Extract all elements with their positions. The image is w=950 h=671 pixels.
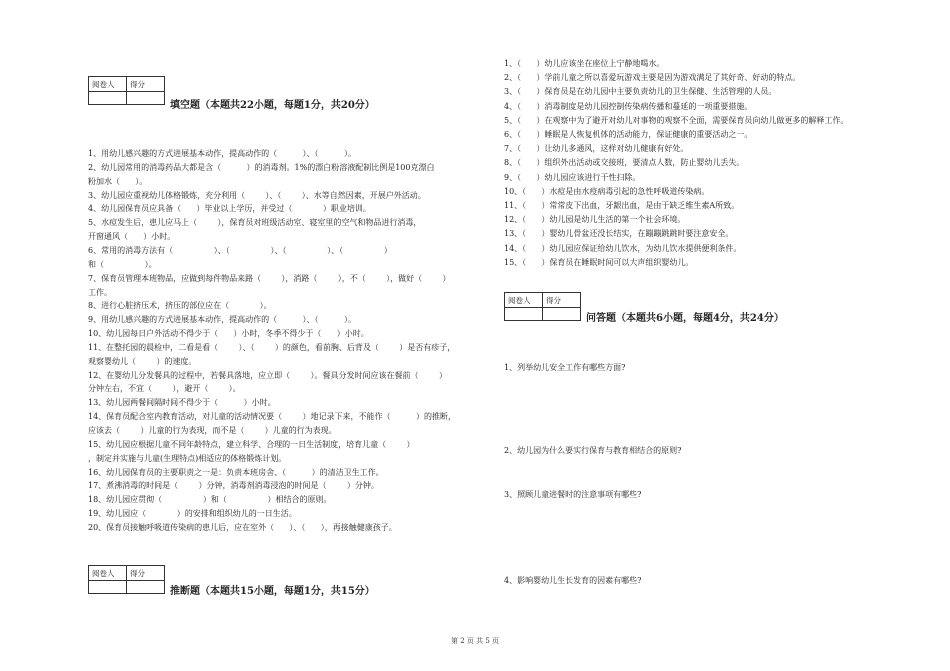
question-line: 6、常用的消毒方法有（ ）、（ ）、（ ）、（ ） [88,245,392,255]
question-line: 3、幼儿园应重视幼儿体格锻炼，充分利用（ ）、（ ）、水等自然因素，开展户外活动。 [88,190,426,200]
question-line: 15、幼儿园应根据儿童不同年龄特点，建立科学、合理的一日生活制度，培育儿童（ ） [88,439,415,449]
question-line: 分钟左右，不宜（ ），避开（ ）。 [88,384,241,394]
question-line: 7、（ ）让幼儿多通风，这样对幼儿健康有好处。 [504,144,689,154]
question-line: 应该去（ ）儿童的行为表现，而不是（ ）儿童的行为表现。 [88,426,337,435]
judge-section-title: 推断题（本题共15小题，每题1分，共15分） [170,586,375,597]
score-cell [127,581,165,594]
question-line: 工作。 [88,287,112,297]
question-line: 开窗通风（ ）小时。 [88,232,176,242]
question-line: 6、（ ）睡眠是人恢复机体的活动能力，保证健康的重要活动之一。 [504,130,753,139]
score-cell [127,92,165,105]
page-footer: 第 2 页 共 5 页 [450,637,500,645]
question-line: 14、保育员配合室内教育活动，对儿童的活动情况要（ ）地记录下来，不能作（ ）的推断， [88,412,456,422]
question-line: 5、水痘发生后，患儿应马上（ ），保育员对班级活动室、寝室里的空气和物品进行消毒， [88,218,422,228]
question-line: 3、（ ）保育员是在幼儿园中主要负责幼儿的卫生保健、生活管理的人员。 [504,87,777,97]
question-line: ，制定并实施与儿童(生理特点)相适应的体格锻炼计划。 [88,453,287,463]
question-line: 8、（ ）组织外出活动或交接班，要清点人数，防止婴幼儿丢失。 [504,158,745,168]
question-line: 4、幼儿园保育员应具备（ ）毕业以上学历，并受过（ ）职业培训。 [88,204,371,214]
question-line: 13、幼儿园两餐间隔时间不得少于（ ）小时。 [88,398,276,408]
score-cell [543,308,581,321]
score-box-judge [88,565,165,594]
question-line: 粉加水（ ）。 [88,176,148,186]
reviewer-label: 阅卷人 [89,77,127,92]
question-line: 11、（ ）常常皮下出血，牙龈出血，是由于缺乏维生素A所致。 [504,201,740,210]
score-label: 得分 [543,293,581,308]
question-line: 13、（ ）婴幼儿骨盆还没长结实，在蹦蹦跳跳时要注意安全。 [504,229,734,239]
score-box-fill [88,76,165,105]
fill-section-title: 填空题（本题共22小题，每题1分，共20分） [170,100,375,111]
question-line: 11、在整托园的晨检中，二看是看（ ）、（ ）的颜色，看前胸、后背及（ ）是否有疹子， [88,342,456,352]
question-line: 1、（ ）幼儿应该坐在座位上宁静地喝水。 [504,59,665,68]
score-label: 得分 [127,566,165,581]
score-label: 得分 [127,77,165,92]
question-line: 9、用幼儿感兴趣的方式进展基本动作，提高动作的（ ）、（ ）。 [88,315,356,325]
question-line: 2、（ ）学前儿童之所以喜爱玩游戏主要是因为游戏满足了其好奇、好动的特点。 [504,73,801,83]
qa-question: 4、影响婴幼儿生长发育的因素有哪些? [504,576,642,585]
question-line: 观察婴幼儿（ ）的速度。 [88,356,197,366]
question-line: 7、保育员管理本班物品，应做到每件物品来路（ ），消路（ ），不（ ），做好（ ） [88,273,451,283]
question-line: 20、保育员接触呼吸道传染病的患儿后，应在室外（ ）、（ ），再接触健康孩子。 [88,522,397,532]
question-line: 5、（ ）在观察中为了避开对幼儿对事物的观察不全面，需要保育员向幼儿做更多的解释工作。 [504,115,849,125]
question-line: 10、（ ）水痘是由水疫病毒引起的急性呼吸道传染病。 [504,186,710,196]
question-line: 19、幼儿园应（ ）的安排和组织幼儿的一日生活。 [88,509,297,519]
question-line: 17、煮沸消毒的时间是（ ）分钟，消毒剂消毒浸泡的时间是（ ）分钟。 [88,481,379,491]
question-line: 1、用幼儿感兴趣的方式进展基本动作，提高动作的（ ）、（ ）。 [88,149,356,158]
score-box-qa [504,292,581,321]
reviewer-label: 阅卷人 [89,566,127,581]
qa-question: 2、幼儿园为什么要实行保育与教育相结合的原则? [504,446,682,455]
qa-section-title: 问答题（本题共6小题，每题4分，共24分） [586,313,784,324]
question-line: 16、幼儿园保育员的主要职责之一是：负责本班房舍、（ ）的清洁卫生工作。 [88,467,384,477]
question-line: 和（ ）。 [88,259,157,269]
question-line: 18、幼儿园应贯彻（ ）和（ ）相结合的原则。 [88,495,332,505]
qa-question: 3、照顾儿童进餐时的注意事项有哪些? [504,490,642,499]
reviewer-cell [505,308,543,321]
reviewer-label: 阅卷人 [505,293,543,308]
question-line: 10、幼儿园每日户外活动不得少于（ ）小时，冬季不得少于（ ）小时。 [88,329,369,339]
question-line: 12、（ ）幼儿园是幼儿生活的第一个社会环境。 [504,215,686,225]
question-line: 15、（ ）保育员在睡眠时间可以大声组织婴幼儿。 [504,257,694,267]
reviewer-cell [89,92,127,105]
question-line: 2、幼儿园常用的消毒药品大都是含（ ）的消毒剂。1%的漂白粉溶液配制比例是100克漂白 [88,162,435,172]
reviewer-cell [89,581,127,594]
question-line: 14、（ ）幼儿园应保证给幼儿饮水，为幼儿饮水提供便利条件。 [504,243,742,253]
question-line: 12、在婴幼儿分发餐具的过程中，若餐具落地，应立即（ ）。餐具分发时间应该在餐前（ ） [88,370,447,380]
question-line: 4、（ ）消毒制度是幼儿园控制传染病传播和蔓延的一项重要措施。 [504,101,753,111]
qa-question: 1、列举幼儿安全工作有哪些方面? [504,363,626,372]
question-line: 8、进行心脏挤压术，挤压的部位应在（ ）。 [88,301,272,311]
question-line: 9、（ ）幼儿园应该进行干性扫除。 [504,172,641,182]
